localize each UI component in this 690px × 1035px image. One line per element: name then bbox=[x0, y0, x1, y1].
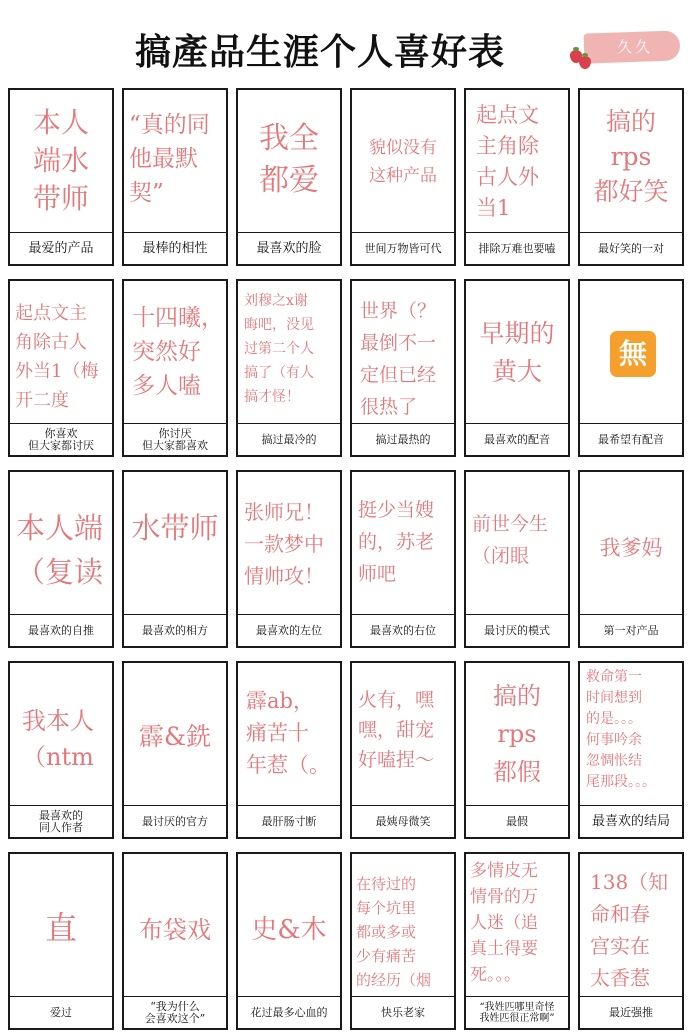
cell-label: 最喜欢的相方 bbox=[124, 614, 226, 646]
cell-label: 最棒的相性 bbox=[124, 232, 226, 264]
cell-label: 最讨厌的模式 bbox=[466, 614, 568, 646]
grid-cell bbox=[236, 470, 342, 648]
stamp-decoration bbox=[570, 30, 682, 66]
grid-cell bbox=[350, 279, 456, 457]
cell-answer: 138（知 命和春 宫实在 太香惹 bbox=[590, 870, 669, 990]
cell-label: 最喜欢的脸 bbox=[238, 232, 340, 264]
cell-answer: 前世今生 （闭眼 bbox=[472, 513, 549, 567]
cell-label: 最喜欢的配音 bbox=[466, 423, 568, 455]
cell-answer: 我全 都爱 bbox=[259, 121, 319, 198]
grid-cell bbox=[122, 279, 228, 457]
grid-cell bbox=[350, 88, 456, 266]
cell-answer: 水带师 bbox=[131, 511, 219, 545]
cell-answer: 本人端 （复读 bbox=[16, 511, 104, 589]
grid-cell bbox=[578, 852, 684, 1030]
cell-label: 花过最多心血的 bbox=[238, 996, 340, 1028]
cell-label: 最喜欢的左位 bbox=[238, 614, 340, 646]
grid-cell bbox=[578, 661, 684, 839]
grid-cell bbox=[350, 852, 456, 1030]
grid-cell bbox=[464, 661, 570, 839]
strawberry-icon bbox=[579, 56, 591, 69]
cell-answer: 救命第一 时间想到 的是。。。 何事吟余 忽惆怅结 尾那段。。。 bbox=[586, 669, 656, 790]
grid-cell bbox=[236, 279, 342, 457]
cell-label: “我姓匹哪里奇怪 我姓匹很正常啊” bbox=[466, 996, 568, 1028]
cell-label: 世间万物皆可代 bbox=[352, 232, 454, 264]
grid-cell bbox=[122, 661, 228, 839]
cell-label: 最假 bbox=[466, 805, 568, 837]
no-symbol-icon: 無 bbox=[610, 331, 656, 377]
grid-cell bbox=[464, 852, 570, 1030]
cell-label: 你喜欢 但大家都讨厌 bbox=[10, 423, 112, 455]
grid-cell bbox=[578, 279, 684, 457]
grid-cell bbox=[350, 661, 456, 839]
cell-label: 搞过最冷的 bbox=[238, 423, 340, 455]
cell-answer: 刘穆之x谢 晦吧，没见 过第二个人 搞了（有人 搞才怪！ bbox=[244, 293, 314, 405]
cell-answer: “真的同 他最默 契” bbox=[129, 112, 210, 206]
cell-answer: 多情皮无 情骨的万 人迷（追 真土得要 死。。。 bbox=[470, 861, 538, 985]
cell-answer: 霹&銑 bbox=[138, 722, 212, 751]
cell-answer: 起点文主 角除古人 外当1（梅 开二度 bbox=[15, 303, 99, 411]
cell-answer: 我本人 （ntm bbox=[22, 707, 94, 771]
cell-answer: 在待过的 每个坑里 都或多或 少有痛苦 的经历（烟 bbox=[356, 875, 432, 989]
grid-cell bbox=[122, 88, 228, 266]
cell-answer: 搞的 rps 都好笑 bbox=[593, 107, 669, 206]
grid-cell bbox=[350, 470, 456, 648]
cell-answer: 本人 端水 带师 bbox=[32, 106, 89, 215]
grid-cell bbox=[8, 852, 114, 1030]
cell-label: 最肝肠寸断 bbox=[238, 805, 340, 837]
grid-cell bbox=[464, 470, 570, 648]
grid-cell bbox=[8, 661, 114, 839]
cell-label: 搞过最热的 bbox=[352, 423, 454, 455]
cell-label: 第一对产品 bbox=[580, 614, 682, 646]
cell-answer: 起点文 主角除 古人外 当1 bbox=[476, 103, 539, 220]
cell-label: 最喜欢的 同人作者 bbox=[10, 805, 112, 837]
cell-label: 爱过 bbox=[10, 996, 112, 1028]
grid-cell bbox=[578, 470, 684, 648]
cell-label: 最姨母微笑 bbox=[352, 805, 454, 837]
cell-answer: 史&木 bbox=[251, 915, 327, 945]
grid-cell bbox=[236, 661, 342, 839]
cell-label: 快乐老家 bbox=[352, 996, 454, 1028]
cell-answer: 十四曦， 突然好 多人嗑 bbox=[132, 305, 224, 399]
grid-cell bbox=[578, 88, 684, 266]
grid-cell bbox=[8, 88, 114, 266]
cell-answer: 貌似没有 这种产品 bbox=[369, 138, 437, 186]
page-title: 搞產品生涯个人喜好表 bbox=[135, 32, 506, 73]
cell-answer: 早期的 黄大 bbox=[479, 319, 555, 386]
cell-label: “我为什么 会喜欢这个” bbox=[124, 996, 226, 1028]
cell-label: 最喜欢的自推 bbox=[10, 614, 112, 646]
grid-cell bbox=[122, 852, 228, 1030]
stamp-text: 久久 bbox=[616, 38, 653, 56]
grid-cell bbox=[122, 470, 228, 648]
cell-answer: 挺少当嫂 的，苏老 师吧 bbox=[358, 499, 435, 585]
cell-answer: 张师兄！ 一款梦中 情帅攻！ bbox=[244, 500, 324, 588]
cell-label: 你讨厌 但大家都喜欢 bbox=[124, 423, 226, 455]
cell-answer: 霹ab， 痛苦十 年惹（。 bbox=[246, 689, 330, 777]
cell-answer: 布袋戏 bbox=[139, 916, 211, 944]
grid-cell bbox=[8, 279, 114, 457]
cell-answer: 世界（？ 最倒不一 定但已经 很热了 bbox=[360, 300, 437, 418]
preference-grid bbox=[8, 88, 688, 1033]
grid-cell bbox=[236, 852, 342, 1030]
cell-label: 最近强推 bbox=[580, 996, 682, 1028]
cell-answer: 搞的 rps 都假 bbox=[493, 682, 541, 786]
cell-label: 最爱的产品 bbox=[10, 232, 112, 264]
grid-cell bbox=[464, 279, 570, 457]
cell-label: 最好笑的一对 bbox=[580, 232, 682, 264]
cell-label: 最讨厌的官方 bbox=[124, 805, 226, 837]
cell-answer: 直 bbox=[44, 909, 77, 947]
cell-label: 最喜欢的右位 bbox=[352, 614, 454, 646]
cell-label: 最喜欢的结局 bbox=[580, 805, 682, 837]
cell-answer: 火有，嘿 嘿，甜宠 好嗑捏～ bbox=[358, 689, 435, 771]
cell-answer: 我爹妈 bbox=[599, 536, 663, 560]
grid-cell bbox=[236, 88, 342, 266]
cell-label: 最希望有配音 bbox=[580, 423, 682, 455]
cell-label: 排除万难也要嗑 bbox=[466, 232, 568, 264]
grid-cell bbox=[464, 88, 570, 266]
grid-cell bbox=[8, 470, 114, 648]
